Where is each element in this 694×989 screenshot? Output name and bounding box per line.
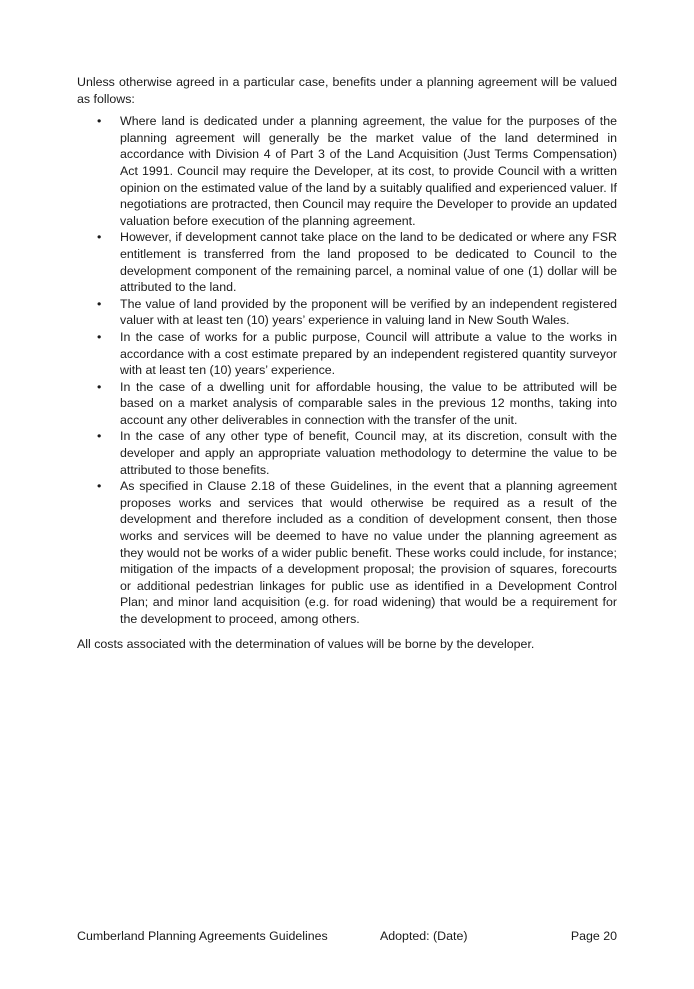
bullet-icon: • [97, 379, 102, 394]
bullet-icon: • [97, 230, 102, 245]
document-body [77, 74, 617, 652]
list-item [77, 296, 617, 329]
intro-paragraph: Unless otherwise agreed in a particular case, benefits under a planning agreement will be valued as follows: [77, 75, 617, 106]
list-item-text: However, if development cannot take place on the land to be dedicated or where any FSR entitlement is transferred from the land proposed to be dedicated to Council to the development component of the remaining parcel, a nominal value of one (1) dollar will be attributed to the land. [120, 230, 617, 295]
list-item [77, 428, 617, 478]
bullet-icon: • [97, 479, 102, 494]
list-item-text: Where land is dedicated under a planning agreement, the value for the purposes of the planning agreement will generally be the market value of the land determined in accordance with Division 4 of Part 3 of the Land Acquisition (Just Terms Compensation) Act 1991. Council may require the Developer, at its cost, to provide Council with a written opinion on the estimated value of the land by a suitably qualified and experienced valuer. If negotiations are protracted, then Council may require the Developer to provide an updated valuation before execution of the planning agreement. [120, 114, 617, 228]
list-item-text: In the case of any other type of benefit, Council may, at its discretion, consult with the developer and apply an appropriate valuation methodology to determine the value to be attributed to those benefits. [120, 429, 617, 477]
bullet-icon: • [97, 329, 102, 344]
list-item [77, 478, 617, 627]
list-item-text: In the case of works for a public purpose, Council will attribute a value to the works in accordance with a cost estimate prepared by an independent registered quantity surveyor with at least ten (10) years’ experience. [120, 329, 617, 378]
bullet-icon: • [97, 296, 102, 311]
bullet-icon: • [97, 429, 102, 444]
footer-page-number: Page 20 [570, 929, 617, 943]
page-footer [77, 928, 617, 944]
list-item [77, 113, 617, 229]
list-item-text: In the case of a dwelling unit for affordable housing, the value to be attributed will be based on a market analysis of comparable sales in the previous 12 months, taking into account any other deliverables in connection with the transfer of the unit. [120, 379, 617, 427]
list-item [77, 329, 617, 379]
valuation-list [77, 113, 617, 627]
list-item-text: As specified in Clause 2.18 of these Guidelines, in the event that a planning agreement proposes works and services that would otherwise be required as a result of the development and therefore included as a condition of development consent, then those works and services will be deemed to have no value under the planning agreement as they would not be works of a wider public benefit. These works could include, for instance; mitigation of the impacts of a development proposal; the provision of squares, forecourts or additional pedestrian linkages for public use as identified in a Development Control Plan; and minor land acquisition (e.g. for road widening) that would be a requirement for the development to proceed, among others. [120, 479, 617, 626]
list-item [77, 379, 617, 429]
closing-paragraph: All costs associated with the determination of values will be borne by the developer. [77, 636, 535, 651]
bullet-icon: • [97, 114, 102, 129]
list-item [77, 229, 617, 295]
footer-adopted-date: Adopted: (Date) [380, 929, 468, 943]
footer-document-title: Cumberland Planning Agreements Guidelines [77, 929, 328, 943]
list-item-text: The value of land provided by the proponent will be verified by an independent registered valuer with at least ten (10) years’ experience in valuing land in New South Wales. [120, 296, 617, 328]
